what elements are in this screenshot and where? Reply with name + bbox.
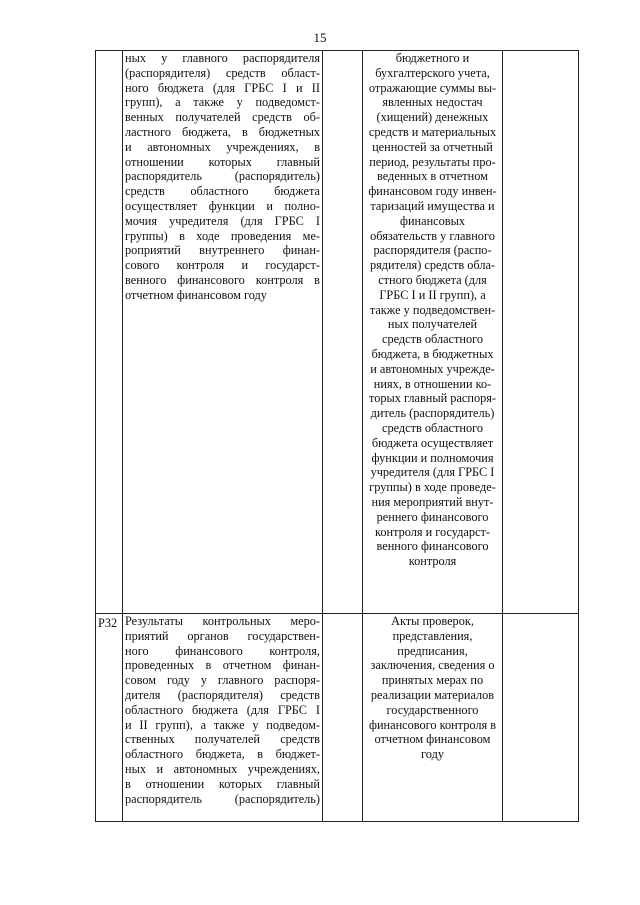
text-line: и автономных учрежде-: [370, 361, 495, 376]
text-line: распорядитель (распорядитель): [125, 791, 320, 806]
text-line: отношении которых главный: [125, 154, 320, 169]
table-row: [96, 614, 579, 822]
empty-cell: [503, 51, 579, 614]
text-line: явленных недостач: [382, 95, 483, 110]
table-row: [96, 51, 579, 614]
text-line: бюджета осуществляет: [371, 435, 494, 450]
text-line: контроля: [408, 554, 457, 569]
text-line: представления,: [392, 628, 473, 643]
text-line: дителя (распорядителя) средств: [125, 687, 320, 702]
indicator-description-cell: [123, 614, 323, 822]
text-line: (хищений) денежных: [376, 110, 489, 125]
text-line: реализации материалов: [370, 687, 495, 702]
data-source-cell: [363, 51, 503, 614]
text-line: распорядитель (распорядитель): [125, 169, 320, 184]
text-line: в отношении которых главный: [125, 776, 320, 791]
text-line: мочия учредителя (для ГРБС I: [125, 213, 320, 228]
text-line: финансовом году инвен-: [368, 184, 497, 199]
text-line: контроля и государст-: [375, 524, 490, 539]
text-line: средств областного: [381, 332, 483, 347]
text-line: отражающие суммы вы-: [368, 80, 497, 95]
text-line: групп), а также у подведомст-: [125, 95, 320, 110]
indicator-description-cell: [123, 51, 323, 614]
text-line: средств областного бюджета: [125, 184, 320, 199]
text-line: ных у главного распорядителя: [125, 51, 320, 65]
text-line: и II групп), а также у подведом-: [125, 717, 320, 732]
text-line: ного бюджета (для ГРБС I и II: [125, 80, 320, 95]
data-source-cell: [363, 614, 503, 822]
text-line: государственного: [386, 702, 479, 717]
text-line: учредителя (для ГРБС I: [370, 465, 495, 480]
page-number: 15: [313, 30, 327, 45]
text-line: ценностей за отчетный: [372, 139, 493, 154]
text-line: Акты проверок,: [391, 614, 474, 628]
text-line: осуществляет функции и полно-: [125, 198, 320, 213]
text-line: также у подведомствен-: [369, 302, 496, 317]
text-line: венного финансового: [376, 539, 489, 554]
text-line: проведенных в отчетном финан-: [125, 658, 320, 673]
text-line: группы) в ходе проведе-: [369, 480, 496, 495]
text-line: период, результаты про-: [369, 154, 496, 169]
text-line: отчетном финансовом: [374, 732, 491, 747]
text-line: рядителя) средств обла-: [369, 258, 496, 273]
text-line: ных получателей: [387, 317, 478, 332]
text-line: ГРБС I и II групп), а: [379, 287, 486, 302]
text-line: областного бюджета (для ГРБС I: [125, 702, 320, 717]
text-line: сового контроля и государст-: [125, 258, 320, 273]
text-line: функции и полномочия: [371, 450, 494, 465]
text-line: средств и материальных: [368, 124, 497, 139]
text-line: бюджетного и: [395, 51, 470, 65]
text-line: Результаты контрольных меро-: [125, 614, 320, 628]
text-line: ния мероприятий внут-: [371, 494, 494, 509]
data-source-text: [364, 51, 501, 569]
text-line: областного бюджета, в бюджет-: [125, 747, 320, 762]
text-line: приятий органов государствен-: [125, 628, 320, 643]
text-line: веденных в отчетном: [377, 169, 488, 184]
indicator-description: [125, 614, 320, 806]
text-line: и автономных учреждениях, в: [125, 139, 320, 154]
text-line: финансового контроля в: [368, 717, 496, 732]
text-line: финансовых: [400, 213, 465, 228]
text-line: предписания,: [397, 643, 468, 658]
data-source-text: [364, 614, 501, 762]
indicator-description: [125, 51, 320, 303]
text-line: бюджета, в бюджетных: [371, 346, 494, 361]
text-line: ниях, в отношении ко-: [373, 376, 492, 391]
indicator-code-cell: [96, 51, 123, 614]
text-line: ственных получателей средств: [125, 732, 320, 747]
text-line: принятых мерах по: [381, 673, 484, 688]
text-line: венных получателей средств об-: [125, 110, 320, 125]
text-line: реннего финансового: [376, 509, 489, 524]
text-line: торых главный распоря-: [368, 391, 496, 406]
text-line: ного финансового контроля,: [125, 643, 320, 658]
text-line: роприятий внутреннего финан-: [125, 243, 320, 258]
text-line: группы) в ходе проведения ме-: [125, 228, 320, 243]
indicator-code-cell: Р32: [96, 614, 123, 822]
text-line: ных и автономных учреждениях,: [125, 761, 320, 776]
empty-cell: [503, 614, 579, 822]
text-line: дитель (распорядитель): [370, 406, 495, 421]
text-line: средств областного: [381, 420, 483, 435]
empty-cell: [323, 614, 363, 822]
text-line: венного финансового контроля в: [125, 272, 320, 287]
text-line: году: [421, 747, 444, 762]
text-line: ластного бюджета, в бюджетных: [125, 124, 320, 139]
text-line: обязательств у главного: [370, 228, 495, 243]
text-line: таризаций имущества и: [370, 198, 495, 213]
text-line: распорядителя (распо-: [373, 243, 492, 258]
text-line: заключения, сведения о: [370, 658, 495, 673]
text-line: совом году у главного распоря-: [125, 673, 320, 688]
empty-cell: [323, 51, 363, 614]
text-line: стного бюджета (для: [378, 272, 487, 287]
text-line: бухгалтерского учета,: [375, 65, 490, 80]
indicator-table: [95, 50, 579, 822]
text-line: отчетном финансовом году: [125, 287, 267, 302]
text-line: (распорядителя) средств област-: [125, 65, 320, 80]
